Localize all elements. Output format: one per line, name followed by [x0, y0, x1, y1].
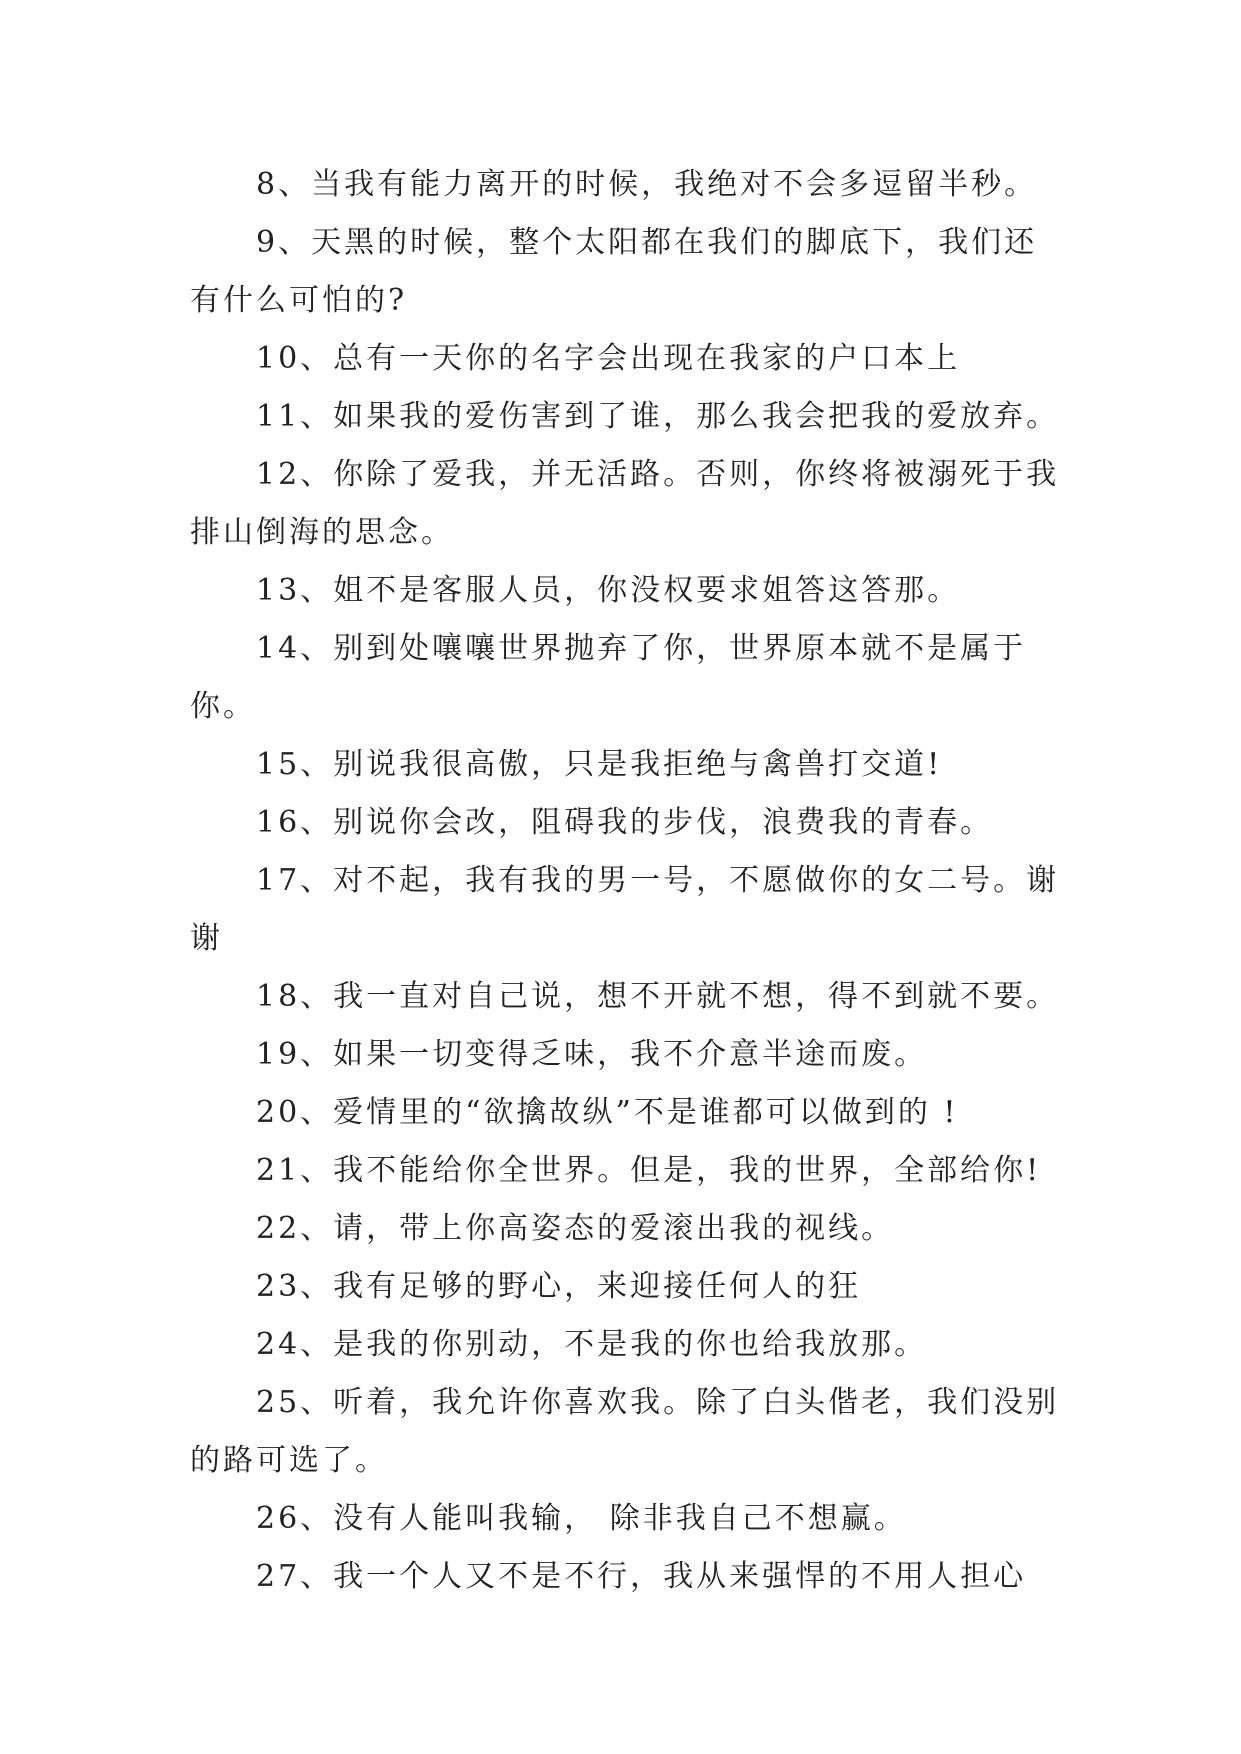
paragraph-13: 13、姐不是客服人员，你没权要求姐答这答那。: [256, 573, 961, 608]
document-body: [190, 156, 1070, 1606]
paragraph-11: 11、如果我的爱伤害到了谁，那么我会把我的爱放弃。: [256, 399, 1060, 434]
paragraph-20: 20、爱情里的“欲擒故纵”不是谁都可以做到的 !: [256, 1095, 959, 1130]
paragraph-24: 24、是我的你别动，不是我的你也给我放那。: [256, 1327, 928, 1362]
paragraph-26: 26、没有人能叫我输， 除非我自己不想赢。: [256, 1501, 907, 1536]
paragraph-14: 14、别到处嚷嚷世界抛弃了你，世界原本就不是属于你。: [190, 631, 1027, 724]
paragraph-8: 8、当我有能力离开的时候，我绝对不会多逗留半秒。: [256, 167, 1038, 202]
paragraph-22: 22、请，带上你高姿态的爱滚出我的视线。: [256, 1211, 895, 1246]
paragraph-18: 18、我一直对自己说，想不开就不想，得不到就不要。: [256, 979, 1060, 1014]
paragraph-16: 16、别说你会改，阻碍我的步伐，浪费我的青春。: [256, 805, 994, 840]
paragraph-10: 10、总有一天你的名字会出现在我家的户口本上: [256, 341, 961, 376]
paragraph-21: 21、我不能给你全世界。但是，我的世界，全部给你!: [256, 1153, 1042, 1188]
paragraph-15: 15、别说我很高傲，只是我拒绝与禽兽打交道!: [256, 747, 943, 782]
paragraph-25: 25、听着，我允许你喜欢我。除了白头偕老，我们没别的路可选了。: [190, 1385, 1060, 1478]
paragraph-12: 12、你除了爱我，并无活路。否则，你终将被溺死于我排山倒海的思念。: [190, 457, 1060, 550]
paragraph-19: 19、如果一切变得乏味，我不介意半途而废。: [256, 1037, 928, 1072]
paragraph-27: 27、我一个人又不是不行，我从来强悍的不用人担心: [256, 1559, 1027, 1594]
paragraph-9: 9、天黑的时候，整个太阳都在我们的脚底下，我们还有什么可怕的?: [190, 225, 1038, 318]
paragraph-23: 23、我有足够的野心，来迎接任何人的狂: [256, 1269, 862, 1304]
paragraph-17: 17、对不起，我有我的男一号，不愿做你的女二号。谢谢: [190, 863, 1060, 956]
